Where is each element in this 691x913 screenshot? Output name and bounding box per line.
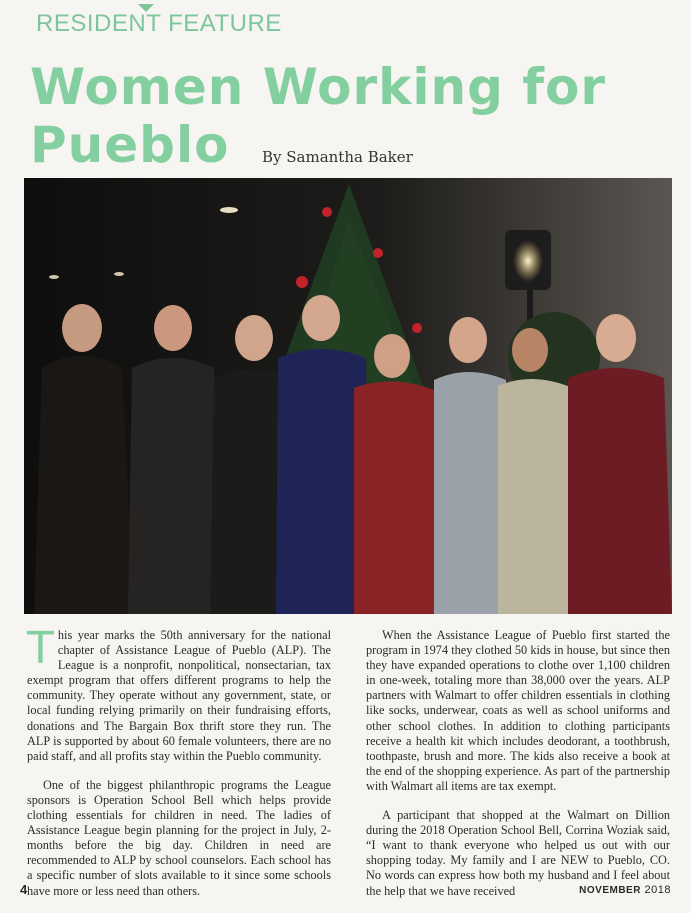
issue-date [579,884,671,896]
page-number: 4 [20,882,28,897]
group-photo-icon [24,178,672,614]
byline: By Samantha Baker [262,148,413,166]
page-title: Women Working for Pueblo [30,58,607,174]
article-column-right [366,628,670,913]
article-paragraph-4: A participant that shopped at the Walmart on Dillion during the 2018 Operation School Bell, Corrina Woziak said, “I want to thank everyone who helped us out with our shopping today. My family and I are NEW to Pueblo, CO. No words can express how both my husband and I feel about the help that we have received [366,808,670,898]
article-paragraph-1-text: his year marks the 50th anniversary for the national chapter of Assistance League of Pueblo (ALP). The League is a nonprofit, nonpolitical, nonsectarian, tax exempt program that offers different programs to help the community. They operate without any government, state, or local funding relying primarily on their fundraising efforts, donations and The Bargain Box thrift store they run. The ALP is supported by about 60 female volunteers, there are no paid staff, and all profits stay within the Pueblo community. [27,628,331,763]
group-photo [24,178,672,614]
section-label: RESIDENT FEATURE [36,10,282,37]
article-paragraph-1 [27,623,331,764]
article-paragraph-2: One of the biggest philanthropic programs the League sponsors is Operation School Bell which helps provide clothing essentials for children in need. The ladies of Assistance League begin planning for the project in July, 2-months before the big day. Children in need are recommended to ALP by school counselors. Each school has a specific number of slots available to it since some schools have more or less need than others. [27,777,331,898]
article-column-left [27,623,331,913]
issue-month: NOVEMBER [579,885,641,896]
issue-year: 2018 [644,884,671,896]
dropcap: T [27,623,54,674]
article-paragraph-3: When the Assistance League of Pueblo first started the program in 1974 they clothed 50 kids in house, but since then they have expanded operations to clothe over 1,100 children in one-week, totaling more than 38,000 over the years. ALP partners with Walmart to offer children essentials in clothing like socks, underwear, coats as well as school uniforms and other school clothes. In addition to clothing participants receive a health kit which includes deodorant, a toothbrush, toothpaste, brush and more. The kids also receive a book at the end of the shopping experience. As part of the partnership with Walmart all items are tax exempt. [366,628,670,793]
